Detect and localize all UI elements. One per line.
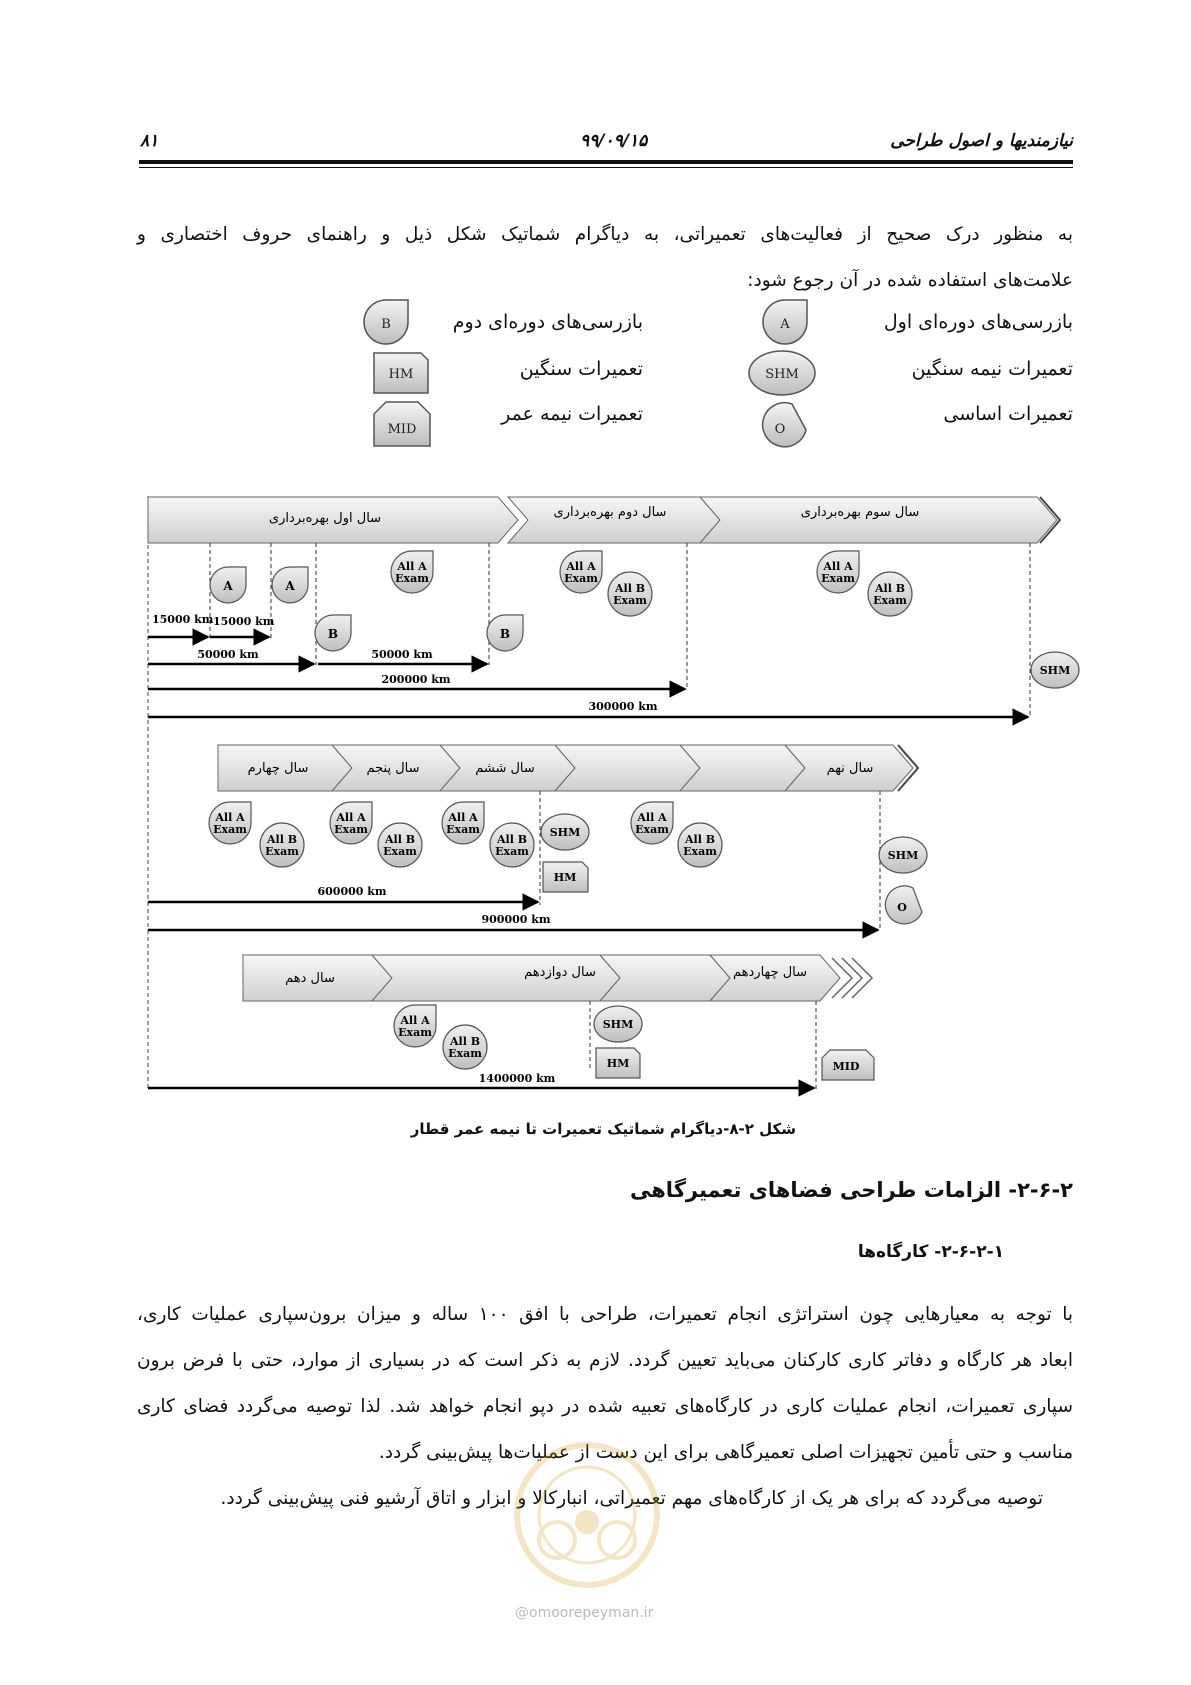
legend-o-text: O (774, 422, 786, 437)
svg-text:Exam: Exam (683, 845, 717, 858)
legend-a-text: A (780, 317, 790, 332)
body-line-4: مناسب و حتی تأمین تجهیزات اصلی تعمیرگاهی برای این دست از عملیات‌ها پیش‌بینی گردد. (378, 1442, 1073, 1463)
legend-label-mid: تعمیرات نیمه عمر (501, 403, 643, 425)
legend-label-a: بازرسی‌های دوره‌ای اول (883, 311, 1073, 333)
svg-text:SHM: SHM (549, 826, 581, 839)
legend-shm-text: SHM (765, 367, 799, 382)
svg-text:A: A (223, 579, 233, 593)
watermark-seal (497, 1430, 677, 1600)
intro-line-2: علامت‌های استفاده شده در آن رجوع شود: (747, 270, 1073, 291)
row3-year-bands (243, 955, 872, 1001)
svg-text:All A: All A (566, 560, 596, 573)
figure-caption: شکل ۲-۸-دیاگرام شماتیک تعمیرات تا نیمه عمر قطار (410, 1120, 796, 1138)
svg-text:MID: MID (832, 1060, 860, 1073)
intro-line-1: به منظور درک صحیح از فعالیت‌های تعمیراتی، به دیاگرام شماتیک شکل ذیل و راهنمای حروف اختصاری و (137, 224, 1073, 245)
svg-text:Exam: Exam (398, 1026, 432, 1039)
svg-text:Exam: Exam (821, 572, 855, 585)
svg-text:All B: All B (496, 833, 528, 846)
legend-label-o: تعمیرات اساسی (943, 403, 1073, 425)
svg-text:Exam: Exam (395, 572, 429, 585)
dist-50000-1: 50000 km (197, 648, 259, 661)
svg-text:HM: HM (606, 1057, 630, 1070)
page-date: ۹۹/۰۹/۱۵ (580, 131, 648, 151)
svg-text:A: A (285, 579, 295, 593)
svg-text:O: O (897, 901, 907, 914)
body-line-5: توصیه می‌گردد که برای هر یک از کارگاه‌های مهم تعمیراتی، انبارکالا و ابزار و اتاق آرشیو فنی پیش‌بینی گردد. (220, 1488, 1043, 1509)
svg-text:All A: All A (823, 560, 853, 573)
year-1-label: سال اول بهره‌برداری (268, 511, 382, 526)
svg-text:All B: All B (266, 833, 298, 846)
year-6-label: سال ششم (475, 761, 535, 776)
book-title: نیازمندیها و اصول طراحی (890, 131, 1073, 151)
dist-15000-2: 15000 km (213, 615, 275, 628)
legend-hm-text: HM (388, 367, 414, 382)
legend-mid-text: MID (387, 422, 417, 437)
svg-text:All A: All A (400, 1014, 430, 1027)
section-subheading: ۲-۶-۲-۱- کارگاه‌ها (857, 1242, 1004, 1262)
dist-1400000: 1400000 km (478, 1072, 556, 1085)
svg-text:Exam: Exam (613, 594, 647, 607)
svg-text:All B: All B (874, 582, 906, 595)
legend-label-b: بازرسی‌های دوره‌ای دوم (452, 311, 643, 333)
dist-15000-1: 15000 km (152, 613, 214, 626)
svg-text:All B: All B (449, 1035, 481, 1048)
year-10-label: سال دهم (285, 971, 335, 986)
year-2-label: سال دوم بهره‌برداری (553, 505, 667, 520)
svg-text:All A: All A (215, 811, 245, 824)
page-number: ۸۱ (140, 131, 159, 151)
svg-text:HM: HM (553, 871, 577, 884)
svg-text:Exam: Exam (495, 845, 529, 858)
row2-year-bands (218, 745, 918, 791)
legend-label-hm: تعمیرات سنگین (519, 358, 643, 380)
svg-text:Exam: Exam (564, 572, 598, 585)
dist-900000: 900000 km (481, 913, 551, 926)
watermark-text: @omoorepeyman.ir (515, 1605, 654, 1621)
dist-300000: 300000 km (588, 700, 658, 713)
dist-200000: 200000 km (381, 673, 451, 686)
svg-text:Exam: Exam (334, 823, 368, 836)
dist-50000-2: 50000 km (371, 648, 433, 661)
body-line-2: ابعاد هر کارگاه و دفاتر کاری کارکنان می‌باید تعیین گردد. لازم به ذکر است که در بسیاری از موارد، حتی با فرض برون (137, 1350, 1073, 1371)
svg-text:All A: All A (336, 811, 366, 824)
legend-b-text: B (381, 317, 391, 332)
svg-text:Exam: Exam (873, 594, 907, 607)
svg-text:Exam: Exam (635, 823, 669, 836)
svg-text:SHM: SHM (1039, 664, 1071, 677)
svg-text:Exam: Exam (448, 1047, 482, 1060)
svg-text:Exam: Exam (446, 823, 480, 836)
dist-600000: 600000 km (317, 885, 387, 898)
svg-text:SHM: SHM (602, 1018, 634, 1031)
svg-text:Exam: Exam (383, 845, 417, 858)
body-line-1: با توجه به معیارهایی چون استراتژی انجام تعمیرات، طراحی با افق ۱۰۰ ساله و میزان برون‌سپاری عملیات کاری، (137, 1304, 1073, 1325)
year-12-label: سال دوازدهم (524, 965, 596, 980)
year-9-label: سال نهم (826, 761, 874, 776)
svg-text:All A: All A (397, 560, 427, 573)
svg-text:B: B (499, 627, 511, 641)
year-14-label: سال چهاردهم (733, 965, 807, 980)
svg-text:All B: All B (614, 582, 646, 595)
svg-text:Exam: Exam (265, 845, 299, 858)
svg-text:Exam: Exam (213, 823, 247, 836)
section-heading: ۲-۶-۲- الزامات طراحی فضاهای تعمیرگاهی (630, 1178, 1073, 1202)
year-4-label: سال چهارم (247, 761, 309, 776)
svg-text:All A: All A (637, 811, 667, 824)
year-3-label: سال سوم بهره‌برداری (800, 505, 920, 520)
svg-text:B: B (327, 627, 339, 641)
year-5-label: سال پنجم (366, 761, 420, 776)
body-line-3: سپاری تعمیرات، انجام عملیات کاری در کارگاه‌های تعبیه شده در دپو انجام خواهد شد. لذا توصیه می‌گردد فضای کاری (137, 1396, 1073, 1417)
svg-text:All B: All B (684, 833, 716, 846)
svg-text:All A: All A (448, 811, 478, 824)
svg-text:All B: All B (384, 833, 416, 846)
svg-text:SHM: SHM (887, 849, 919, 862)
row1-year-bands (148, 497, 1060, 543)
legend-label-shm: تعمیرات نیمه سنگین (911, 358, 1073, 380)
